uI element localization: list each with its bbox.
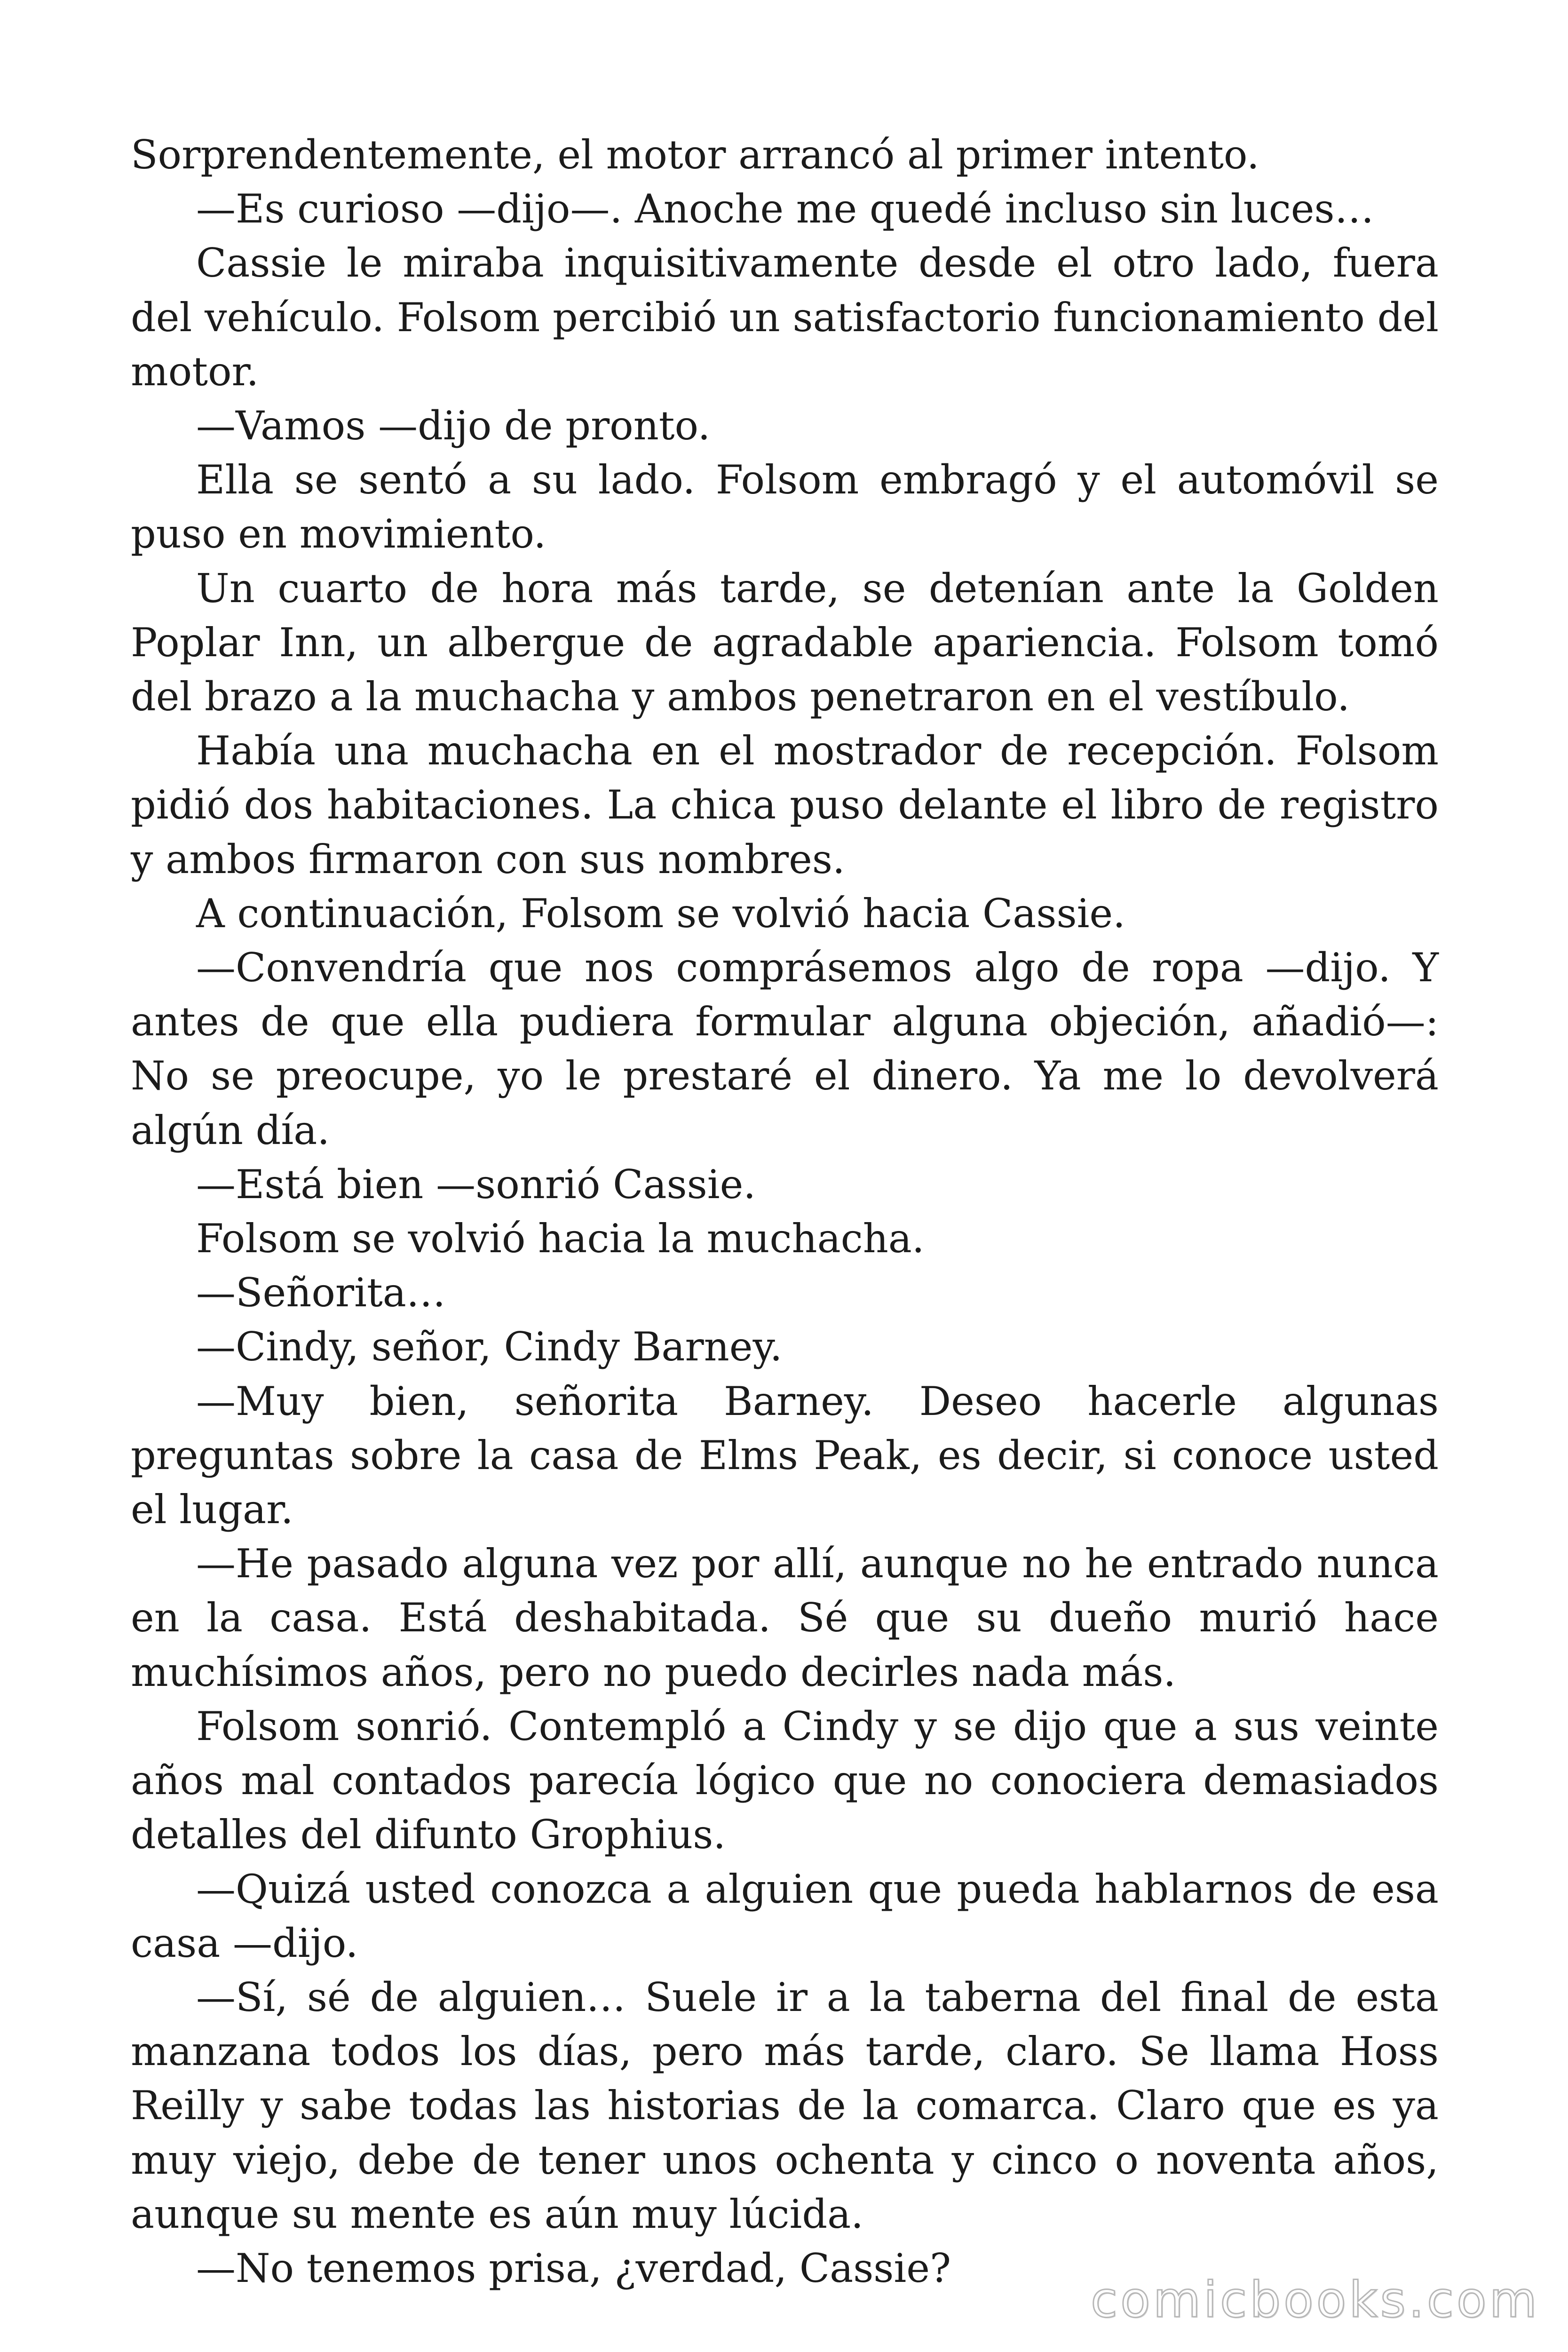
paragraph: —Sí, sé de alguien… Suele ir a la taberna del final de esta manzana todos los días, pero más tarde, claro. Se llama Hoss Reilly y sabe todas las historias de la comarca. Claro que es ya muy viejo, debe de tener unos ochenta y cinco o noventa años, aunque su mente es aún muy lúcida. [131, 1974, 1439, 2237]
paragraph: —Cindy, señor, Cindy Barney. [196, 1324, 783, 1370]
paragraph: —He pasado alguna vez por allí, aunque no he entrado nunca en la casa. Está deshabitada. Sé que su dueño murió hace muchísimos años, pero no puedo decirles nada más. [131, 1541, 1439, 1695]
paragraph: —Quizá usted conozca a alguien que pueda hablarnos de esa casa —dijo. [131, 1866, 1439, 1966]
paragraph: Un cuarto de hora más tarde, se detenían ante la Golden Poplar Inn, un albergue de agradable apariencia. Folsom tomó del brazo a la muchacha y ambos penetraron en el vestíbulo. [131, 565, 1439, 720]
paragraph: Sorprendentemente, el motor arrancó al primer intento. [131, 132, 1259, 178]
paragraph: Cassie le miraba inquisitivamente desde el otro lado, fuera del vehículo. Folsom percibió un satisfactorio funcionamiento del motor. [131, 240, 1439, 395]
paragraph: —Vamos —dijo de pronto. [196, 403, 711, 449]
paragraph: —No tenemos prisa, ¿verdad, Cassie? [196, 2245, 951, 2291]
paragraph: Folsom sonrió. Contempló a Cindy y se dijo que a sus veinte años mal contados parecía lógico que no conociera demasiados detalles del difunto Grophius. [131, 1703, 1439, 1858]
paragraph: —Convendría que nos comprásemos algo de ropa —dijo. Y antes de que ella pudiera formular alguna objeción, añadió—: No se preocupe, yo le prestaré el dinero. Ya me lo devolverá algún día. [131, 945, 1439, 1153]
paragraph: Había una muchacha en el mostrador de recepción. Folsom pidió dos habitaciones. La chica puso delante el libro de registro y ambos firmaron con sus nombres. [131, 728, 1439, 882]
watermark: comicbooks.com [1090, 2271, 1540, 2328]
paragraph: —Está bien —sonrió Cassie. [196, 1161, 756, 1208]
body-text [131, 128, 1439, 2296]
paragraph: Folsom se volvió hacia la muchacha. [196, 1216, 925, 1262]
paragraph: —Es curioso —dijo—. Anoche me quedé incluso sin luces… [196, 186, 1374, 232]
paragraph: —Señorita… [196, 1270, 446, 1316]
paragraph: —Muy bien, señorita Barney. Deseo hacerle algunas preguntas sobre la casa de Elms Peak, es decir, si conoce usted el lugar. [131, 1378, 1439, 1533]
paragraph: Ella se sentó a su lado. Folsom embragó y el automóvil se puso en movimiento. [131, 457, 1439, 557]
paragraph: A continuación, Folsom se volvió hacia Cassie. [196, 890, 1125, 937]
